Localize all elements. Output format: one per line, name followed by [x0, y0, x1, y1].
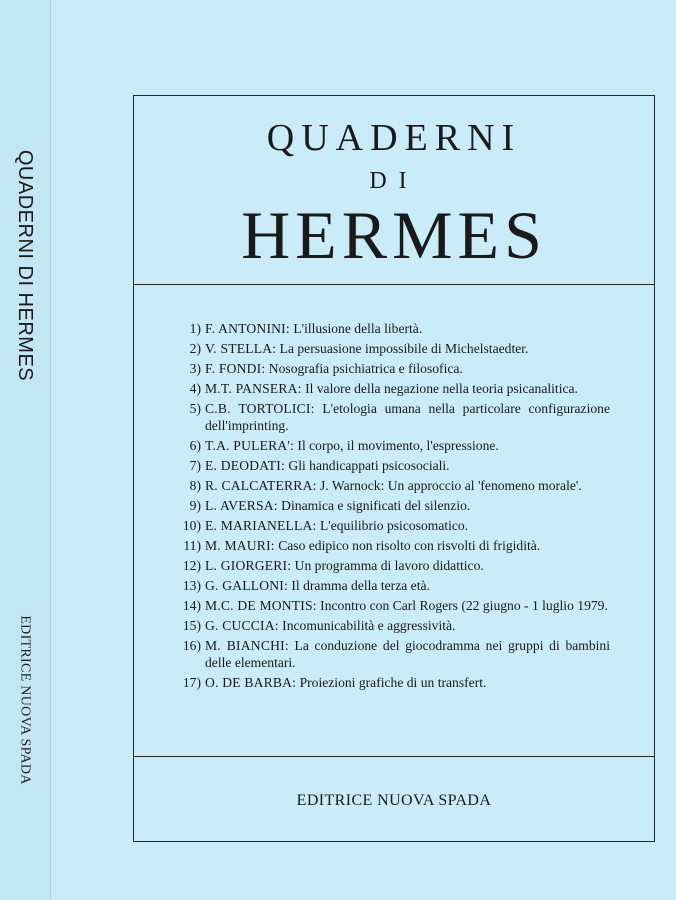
entry-title: L'etologia umana nella particolare configurazione dell'imprinting. [205, 401, 610, 433]
entry-author: M.C. DE MONTIS: [205, 598, 317, 613]
entry-number: 1) [189, 321, 201, 336]
contents-entry [174, 674, 610, 691]
book-spine [0, 0, 51, 900]
contents-entry [174, 340, 610, 357]
entry-author: M.T. PANSERA: [205, 381, 302, 396]
entry-number: 6) [189, 438, 201, 453]
entry-title: Nosografia psichiatrica e filosofica. [268, 361, 463, 376]
entry-title: La conduzione del giocodramma nei gruppi di bambini delle elementari. [205, 638, 610, 670]
entry-title: Incontro con Carl Rogers (22 giugno - 1 luglio 1979. [320, 598, 608, 613]
entry-title: Dinamica e significati del silenzio. [281, 498, 471, 513]
divider-bottom [134, 756, 654, 757]
entry-title: Incomunicabilità e aggressività. [282, 618, 456, 633]
table-of-contents [174, 320, 610, 694]
entry-author: M. MAURI: [205, 538, 275, 553]
entry-number: 3) [189, 361, 201, 376]
entry-title: La persuasione impossibile di Michelstaedter. [279, 341, 529, 356]
entry-title: L'equilibrio psicosomatico. [319, 518, 469, 533]
entry-author: F. FONDI: [205, 361, 266, 376]
contents-entry [174, 497, 610, 514]
title-quaderni: QUADERNI [266, 117, 522, 159]
entry-author: G. GALLONI: [205, 578, 288, 593]
entry-number: 15) [182, 618, 201, 633]
entry-author: T.A. PULERA': [205, 438, 295, 453]
entry-title: Il corpo, il movimento, l'espressione. [297, 438, 499, 453]
entry-title: Gli handicappati psicosociali. [288, 458, 450, 473]
spine-publisher: EDITRICE NUOVA SPADA [18, 615, 34, 785]
entry-number: 9) [189, 498, 201, 513]
entry-author: L. AVERSA: [205, 498, 278, 513]
entry-title: Il valore della negazione nella teoria psicanalitica. [305, 381, 578, 396]
contents-entry [174, 537, 610, 554]
title-hermes: HERMES [241, 197, 547, 273]
spine-title-area [0, 150, 50, 380]
divider-top [134, 284, 654, 285]
contents-entry [174, 380, 610, 397]
cover-frame [133, 95, 655, 842]
entry-author: E. MARIANELLA: [205, 518, 317, 533]
contents-entry [174, 400, 610, 434]
entry-author: G. CUCCIA: [205, 618, 279, 633]
contents-entry [174, 360, 610, 377]
entry-author: F. ANTONINI: [205, 321, 290, 336]
contents-entry [174, 320, 610, 337]
entry-number: 16) [182, 638, 201, 653]
contents-entry [174, 637, 610, 671]
contents-entry [174, 597, 610, 614]
spine-publisher-area [0, 590, 50, 810]
entry-number: 7) [189, 458, 201, 473]
entry-number: 14) [182, 598, 201, 613]
contents-entry [174, 557, 610, 574]
title-di: DI [369, 168, 419, 194]
contents-entry [174, 477, 610, 494]
contents-entry [174, 437, 610, 454]
contents-entry [174, 517, 610, 534]
entry-number: 5) [189, 401, 201, 416]
entry-number: 13) [182, 578, 201, 593]
entry-number: 4) [189, 381, 201, 396]
entry-number: 11) [183, 538, 201, 553]
contents-entry [174, 617, 610, 634]
contents-entry [174, 577, 610, 594]
entry-number: 2) [189, 341, 201, 356]
entry-title: Proiezioni grafiche di un transfert. [299, 675, 487, 690]
entry-author: E. DEODATI: [205, 458, 285, 473]
entry-title: Un programma di lavoro didattico. [294, 558, 484, 573]
entry-author: R. CALCATERRA: [205, 478, 317, 493]
entry-title: L'illusione della libertà. [293, 321, 423, 336]
entry-author: L. GIORGERI: [205, 558, 292, 573]
entry-author: M. BIANCHI: [205, 638, 289, 653]
spine-title: QUADERNI DI HERMES [14, 149, 37, 381]
entry-number: 12) [182, 558, 201, 573]
entry-number: 17) [182, 675, 201, 690]
publisher-name: EDITRICE NUOVA SPADA [296, 792, 492, 809]
entry-author: V. STELLA: [205, 341, 277, 356]
entry-title: Il dramma della terza età. [291, 578, 430, 593]
entry-title: J. Warnock: Un approccio al 'fenomeno morale'. [319, 478, 582, 493]
contents-entry [174, 457, 610, 474]
entry-author: O. DE BARBA: [205, 675, 297, 690]
entry-author: C.B. TORTOLICI: [205, 401, 315, 416]
entry-number: 10) [182, 518, 201, 533]
entry-number: 8) [189, 478, 201, 493]
entry-title: Caso edipico non risolto con risvolti di frigidità. [278, 538, 541, 553]
front-cover [51, 0, 676, 900]
